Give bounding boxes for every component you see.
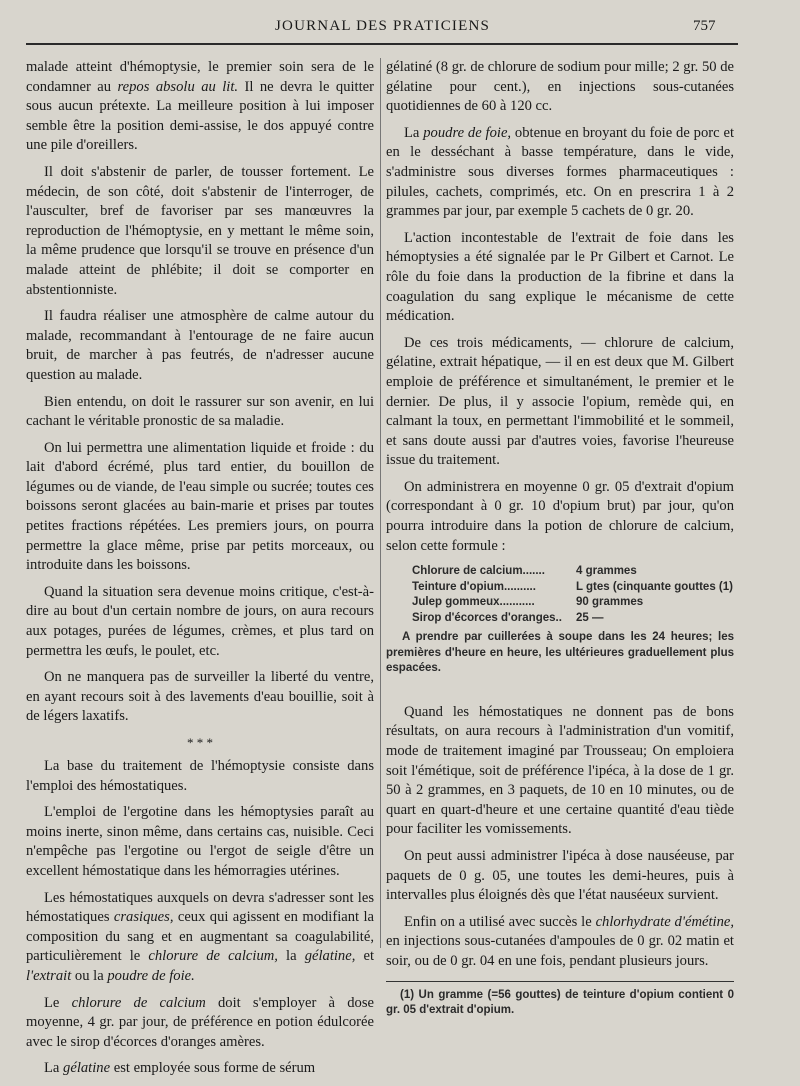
column-divider xyxy=(380,58,381,948)
formula-row: Julep gommeux........... 90 grammes xyxy=(412,596,644,609)
formula-instructions: A prendre par cuillerées à soupe dans les 24 heures; les premières d'heure en heure, les ultérieures graduellement plus espacées. xyxy=(386,631,734,675)
paragraph: On administrera en moyenne 0 gr. 05 d'extrait d'opium (correspondant à 0 gr. 10 d'opium brut) par jour, qu'on pourra introduire dans la potion de chlorure de calcium, selon cette formule : xyxy=(386,478,734,554)
footnote-rule xyxy=(386,981,734,982)
paragraph: De ces trois médicaments, — chlorure de calcium, gélatine, extrait hépatique, — il en est deux que M. Gilbert emploie de préférence et simultanément, le premier et le dernier. De plus, il y associe l'opium, remède qui, en calmant la toux, en permettant l'immobilité et le sommeil, et sans doute aussi par d'autres voies, favorise l'heureuse issue du traitement. xyxy=(386,334,734,469)
paragraph: On peut aussi administrer l'ipéca à dose nauséeuse, par paquets de 0 g. 05, une toutes les demi-heures, puis à intervalles plus éloignés dès que l'état nauséeux survient. xyxy=(386,847,734,904)
paragraph: La base du traitement de l'hémoptysie consiste dans l'emploi des hémostatiques. xyxy=(26,758,374,794)
paragraph: Quand les hémostatiques ne donnent pas de bons résultats, on aura recours à l'administration d'un vomitif, mode de traitement imaginé par Trousseau; On emploiera soit l'émétique, soit de préférence l'ipéca, à la dose de 1 gr. 50 à 2 grammes, en 3 paquets, de 10 en 10 minutes, ou de quart en quart-d'heure et une certaine quantité d'eau tiède pour faciliter les vomissements. xyxy=(386,703,734,838)
paragraph: Les hémostatiques auxquels on devra s'adresser sont les hémostatiques crasiques, ceux qui agissent en modifiant la composition du sang et en augmentant sa coagulabilité, particulièrement le chlorure de calcium, la gélatine, et l'extrait ou la poudre de foie. xyxy=(26,889,374,984)
paragraph: L'action incontestable de l'extrait de foie dans les hémoptysies a été signalée par le Pr Gilbert et Carnot. Le rôle du foie dans la production de la fibrine et dans la coagulation du sang explique le mécanisme de cette médication. xyxy=(386,229,734,325)
paragraph: On ne manquera pas de surveiller la liberté du ventre, en ayant recours soit à des lavements d'eau bouillie, soit à de légers laxatifs. xyxy=(26,669,374,725)
right-column xyxy=(386,58,734,1018)
paragraph: Enfin on a utilisé avec succès le chlorhydrate d'émétine, en injections sous-cutanées d'ampoules de 0 gr. 02 matin et soir, ou de 0 gr. 04 en une fois, pendant plusieurs jours. xyxy=(386,913,734,969)
page-number: 757 xyxy=(693,18,716,34)
paragraph: Bien entendu, on doit le rassurer sur son avenir, en lui cachant le véritable pronostic de sa maladie. xyxy=(26,393,374,430)
footnote: (1) Un gramme (=56 gouttes) de teinture d'opium contient 0 gr. 05 d'extrait d'opium. xyxy=(386,989,734,1017)
formula-row: Teinture d'opium.......... L gtes (cinquante gouttes (1) xyxy=(412,580,733,593)
section-separator-stars: * * * xyxy=(187,735,213,750)
paragraph: La gélatine est employée sous forme de sérum xyxy=(44,1060,316,1077)
paragraph: Il doit s'abstenir de parler, de tousser fortement. Le médecin, de son côté, doit s'abstenir de l'interroger, de l'ausculter, bref de favoriser par ses manœuvres la reproduction de l'hémoptysie, en y mettant le même soin, la même prudence que lorsqu'il se trouve en présence d'un malade atteint de phlébite; il doit se comporter en abstentionniste. xyxy=(26,163,374,298)
paragraph: On lui permettra une alimentation liquide et froide : du lait d'abord écrémé, plus tard entier, du bouillon de légumes ou de viande, de l'eau simple ou sucrée; toutes ces boissons seront glacées au bain-marie et prises par toutes petites fractions répétées. Les premiers jours, on pourra permettre la glace même, prise par petits morceaux, ou introduite dans les boissons. xyxy=(26,439,374,574)
header-rule xyxy=(26,43,738,45)
paragraph: La poudre de foie, obtenue en broyant du foie de porc et en le desséchant à basse température, dans le vide, s'administre sous diverses formes pharmaceutiques : pilules, cachets, comprimés, etc. On en prescrira 1 à 2 grammes par jour, par exemple 5 cachets de 0 gr. 20. xyxy=(386,124,734,220)
paragraph: malade atteint d'hémoptysie, le premier soin sera de le condamner au repos absolu au lit. Il ne devra le quitter sous aucun prétexte. La meilleure position à lui imposer semble être la position demi-assise, le dos appuyé contre une pile d'oreillers. xyxy=(26,59,374,154)
paragraph: L'emploi de l'ergotine dans les hémoptysies paraît au moins inerte, sinon même, dans certains cas, nuisible. Ceci n'empêche pas l'ergotine ou l'ergot de seigle d'être un excellent hémostatique dans les hémorragies utérines. xyxy=(26,804,374,879)
left-column xyxy=(26,58,374,1086)
paragraph: Il faudra réaliser une atmosphère de calme autour du malade, recommandant à l'entourage de ne faire aucun bruit, de marcher à pas feutrés, de n'adresser aucune question au malade. xyxy=(26,308,374,383)
formula-row: Chlorure de calcium....... 4 grammes xyxy=(412,565,637,578)
formula-row: Sirop d'écorces d'oranges.. 25 — xyxy=(412,611,604,624)
paragraph: gélatiné (8 gr. de chlorure de sodium pour mille; 2 gr. 50 de gélatine pour cent.), en injections sous-cutanées quotidiennes de 60 à 120 cc. xyxy=(386,59,734,115)
journal-title: JOURNAL DES PRATICIENS xyxy=(275,18,491,34)
prescription-formula xyxy=(412,564,734,626)
page-header xyxy=(0,18,800,42)
paragraph: Le chlorure de calcium doit s'employer à dose moyenne, 4 gr. par jour, de préférence en potion édulcorée avec le sirop d'écorces d'oranges amères. xyxy=(26,994,374,1050)
paragraph: Quand la situation sera devenue moins critique, c'est-à-dire au bout d'un certain nombre de jours, on aura recours aux potages, purées de légumes, crèmes, et plus tard on permettra les œufs, le poulet, etc. xyxy=(26,583,374,659)
